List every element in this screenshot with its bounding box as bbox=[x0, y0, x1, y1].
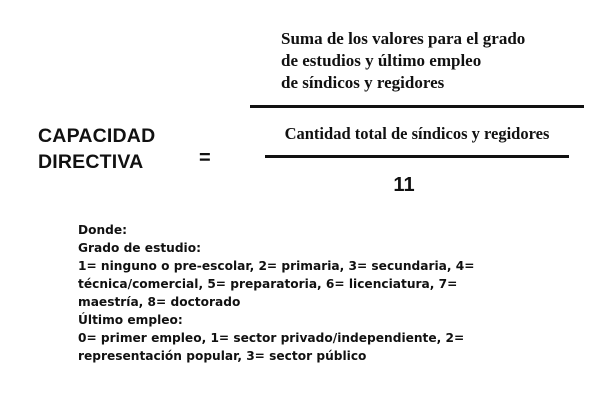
inner-denominator: Cantidad total de síndicos y regidores bbox=[284, 124, 550, 143]
equals-sign: = bbox=[199, 147, 211, 169]
employment-line-1: 0= primer empleo, 1= sector privado/independiente, 2= bbox=[78, 331, 465, 345]
employment-line-2: representación popular, 3= sector público bbox=[78, 349, 367, 363]
education-line-3: maestría, 8= doctorado bbox=[78, 295, 241, 309]
lhs-line-1: CAPACIDAD bbox=[38, 125, 156, 147]
lhs-line-2: DIRECTIVA bbox=[38, 151, 144, 173]
numerator-line-2: de estudios y último empleo bbox=[281, 51, 482, 70]
formula-left-side bbox=[38, 123, 155, 175]
employment-heading: Último empleo: bbox=[78, 313, 183, 327]
formula-numerator bbox=[281, 28, 525, 94]
numerator-line-1: Suma de los valores para el grado bbox=[281, 29, 526, 48]
numerator-line-3: de síndicos y regidores bbox=[281, 73, 445, 92]
outer-denominator: 11 bbox=[393, 174, 415, 196]
inner-fraction-bar bbox=[265, 155, 569, 158]
notes-heading: Donde: bbox=[78, 223, 128, 237]
notes-section bbox=[78, 221, 598, 365]
education-heading: Grado de estudio: bbox=[78, 241, 201, 255]
education-line-1: 1= ninguno o pre-escolar, 2= primaria, 3= secundaria, 4= bbox=[78, 259, 475, 273]
education-line-2: técnica/comercial, 5= preparatoria, 6= licenciatura, 7= bbox=[78, 277, 458, 291]
outer-fraction-bar bbox=[250, 105, 584, 108]
